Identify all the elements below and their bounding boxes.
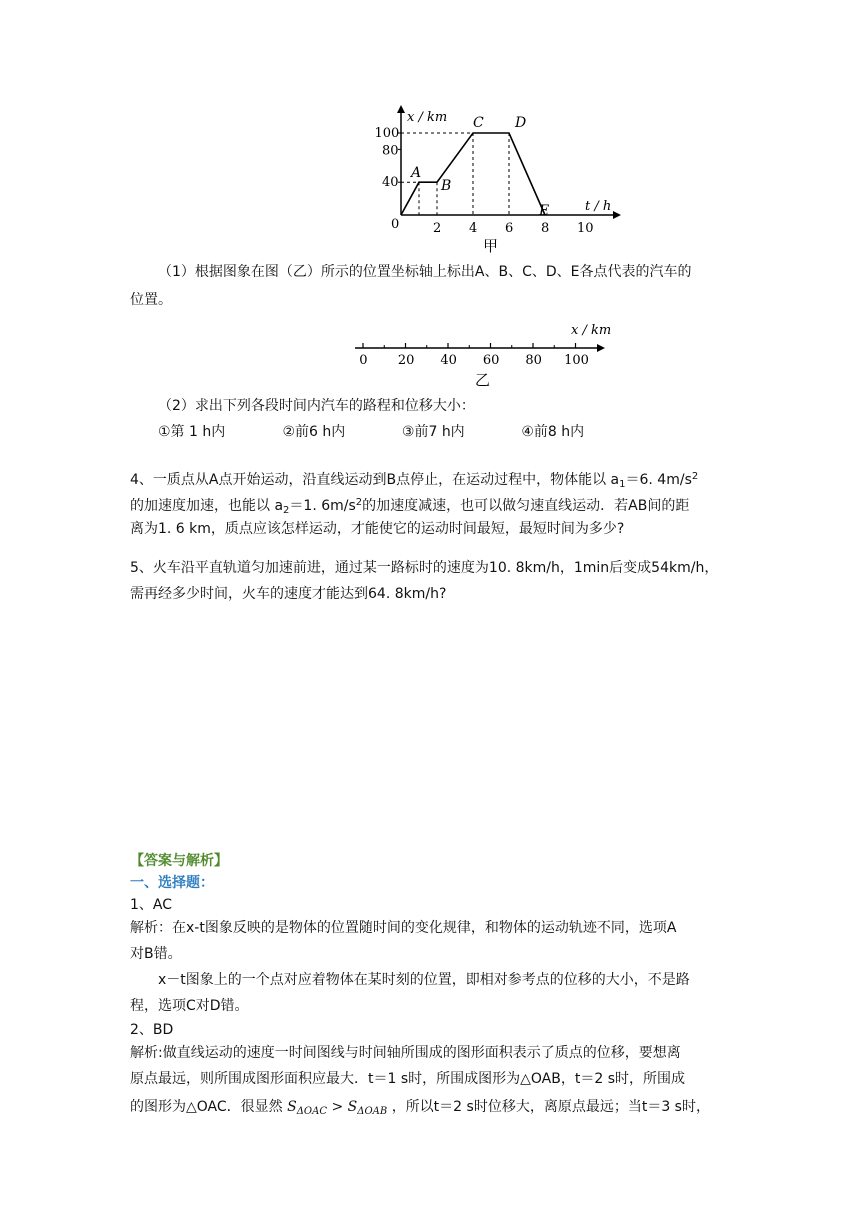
answer-2-line1: 解析:做直线运动的速度一时间图线与时间轴所围成的图形面积表示了质点的位移，要想离: [130, 1045, 681, 1061]
answer-2: 2、BD: [130, 1022, 174, 1038]
y-tick-label: 100: [374, 126, 400, 141]
q3-part1: （1）根据图象在图（乙）所示的位置坐标轴上标出A、B、C、D、E各点代表的汽车的: [158, 264, 692, 280]
q3-part1-cont: 位置。: [130, 292, 172, 308]
answer-1-line2: 对B错。: [130, 946, 182, 962]
chart-jia: [374, 105, 625, 255]
y-axis-label: x / km: [407, 110, 448, 125]
x-axis-label: t / h: [585, 199, 612, 214]
chart-caption: 甲: [483, 237, 499, 255]
q4-line2: 的加速度加速，也能以 $a_2=1$. $6m/s^2$的加速度减速，也可以做匀速直线运动．若AB间的距: [130, 497, 690, 516]
q4-line3: 离为1. 6 km，质点应该怎样运动，才能使它的运动时间最短，最短时间为多少?: [130, 521, 625, 537]
answer-1-line1: 解析：在x-t图象反映的是物体的位置随时间的变化规律，和物体的运动轨迹不同，选项A: [130, 920, 677, 936]
q3-options: [158, 422, 584, 442]
position-axis-tick-label: 80: [525, 353, 542, 368]
q3-option-2: ②前6 h内: [282, 424, 346, 440]
origin-label: 0: [391, 217, 400, 232]
position-axis-label: x / km: [571, 323, 612, 338]
position-axis-tick-label: 100: [564, 353, 589, 368]
x-axis-arrow: [613, 211, 621, 219]
answer-2-line2: 原点最远，则所围成图形面积应最大．t＝1 s时，所围成图形为△OAB，t＝2 s时，所围成: [130, 1071, 686, 1087]
x-tick-label: 10: [577, 221, 594, 236]
point-label-B: B: [441, 178, 452, 195]
q3-option-1: ①第 1 h内: [158, 424, 226, 440]
answer-1: 1、AC: [130, 897, 173, 913]
answer-1-line4: 程，选项C对D错。: [130, 998, 249, 1014]
q5-line2: 需再经多少时间，火车的速度才能达到64. 8km/h?: [130, 586, 447, 602]
x-tick-label: 6: [505, 221, 514, 236]
q3-option-3: ③前7 h内: [401, 424, 465, 440]
position-axis-tick-label: 20: [397, 353, 415, 368]
position-axis-tick-label: 0: [359, 353, 368, 368]
position-axis-tick-label: 40: [440, 353, 457, 368]
point-label-C: C: [473, 115, 484, 131]
answers-header: 【答案与解析】: [130, 853, 228, 869]
y-axis-arrow: [397, 105, 405, 113]
q3-part2: （2）求出下列各段时间内汽车的路程和位移大小：: [158, 398, 475, 414]
q4-line1: 4、一质点从A点开始运动，沿直线运动到B点停止，在运动过程中，物体能以 $a_1=6$. $4m/s^2$: [130, 471, 699, 490]
answers-section-1: 一、选择题：: [130, 875, 214, 891]
y-tick-label: 40: [382, 175, 399, 191]
position-axis-arrow: [597, 344, 605, 352]
x-tick-label: 4: [469, 221, 478, 236]
x-tick-label: 8: [541, 221, 550, 236]
point-label-A: A: [411, 165, 422, 182]
position-axis-tick-label: 60: [482, 353, 500, 368]
y-tick-label: 80: [382, 143, 399, 159]
q3-option-4: ④前8 h内: [521, 424, 585, 440]
axis-yi: [345, 318, 615, 390]
point-label-E: E: [539, 203, 550, 219]
q5-line1: 5、火车沿平直轨道匀加速前进，通过某一路标时的速度为10. 8km/h，1min后变成54km/h，: [130, 560, 719, 576]
point-label-D: D: [515, 115, 527, 131]
answer-1-line3: x－t图象上的一个点对应着物体在某时刻的位置，即相对参考点的位移的大小，不是路: [158, 972, 690, 988]
x-tick-label: 2: [433, 221, 442, 236]
axis-caption: 乙: [475, 371, 491, 389]
answer-2-line3: 的图形为△OAC．很显然 $S_{\Delta OAC} > S_{\Delta OAB}$ ，所以t＝2 s时位移大，离原点最远；当t＝3 s时，: [130, 1099, 710, 1117]
